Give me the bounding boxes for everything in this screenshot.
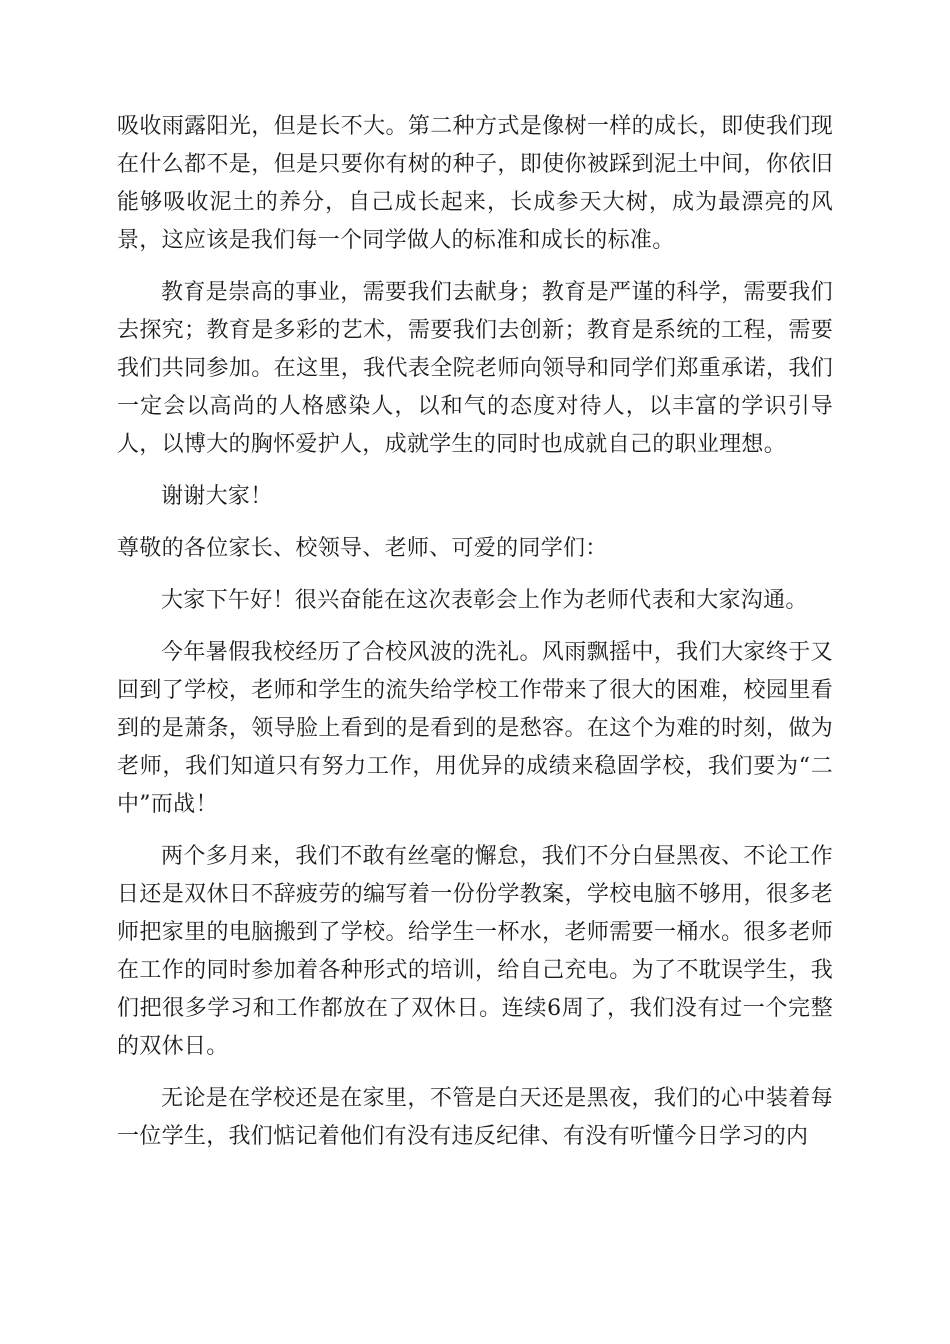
paragraph-1: 吸收雨露阳光，但是长不大。第二种方式是像树一样的成长，即使我们现在什么都不是，但是只要你有树的种子，即使你被踩到泥土中间，你依旧能够吸收泥土的养分，自己成长起来，长成参天大树，成为最漂亮的风景，这应该是我们每一个同学做人的标准和成长的标准。 (117, 114, 833, 253)
document-body (117, 108, 833, 1170)
paragraph-2: 教育是崇高的事业，需要我们去献身；教育是严谨的科学，需要我们去探究；教育是多彩的艺术，需要我们去创新；教育是系统的工程，需要我们共同参加。在这里，我代表全院老师向领导和同学们郑重承诺，我们一定会以高尚的人格感染人，以和气的态度对待人，以丰富的学识引导人，以博大的胸怀爱护人，成就学生的同时也成就自己的职业理想。 (117, 280, 833, 457)
paragraph-4: 尊敬的各位家长、校领导、老师、可爱的同学们： (117, 536, 608, 561)
paragraph-8: 无论是在学校还是在家里，不管是白天还是黑夜，我们的心中装着每一位学生，我们惦记着他们有没有违反纪律、有没有听懂今日学习的内 (117, 1086, 833, 1149)
paragraph-6: 今年暑假我校经历了合校风波的洗礼。风雨飘摇中，我们大家终于又回到了学校，老师和学生的流失给学校工作带来了很大的困难，校园里看到的是萧条，领导脸上看到的是看到的是愁容。在这个为难的时刻，做为老师，我们知道只有努力工作，用优异的成绩来稳固学校，我们要为“二中”而战！ (117, 640, 833, 817)
paragraph-7: 两个多月来，我们不敢有丝毫的懈怠，我们不分白昼黑夜、不论工作日还是双休日不辞疲劳的编写着一份份学教案，学校电脑不够用，很多老师把家里的电脑搬到了学校。给学生一杯水，老师需要一桶水。很多老师在工作的同时参加着各种形式的培训，给自己充电。为了不耽误学生，我们把很多学习和工作都放在了双休日。连续6周了，我们没有过一个完整的双休日。 (117, 844, 833, 1059)
paragraph-5: 大家下午好！很兴奋能在这次表彰会上作为老师代表和大家沟通。 (161, 588, 808, 613)
paragraph-3: 谢谢大家！ (161, 484, 273, 509)
